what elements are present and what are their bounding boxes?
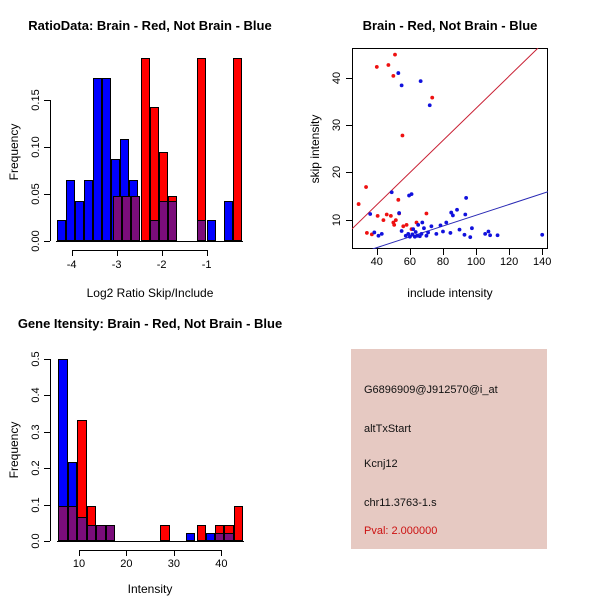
- scatter-point: [429, 224, 433, 228]
- scatter-point: [470, 226, 474, 230]
- scatter-point: [420, 221, 424, 225]
- x-tick-mark: [476, 249, 477, 255]
- histogram-bar: [75, 201, 84, 241]
- scatter-point: [401, 224, 405, 228]
- histogram-bar: [215, 533, 224, 541]
- histogram-bar: [234, 506, 243, 541]
- y-tick-label: 30: [331, 118, 343, 132]
- y-tick-label: 0.3: [30, 424, 42, 440]
- y-tick-label: 0.00: [30, 230, 42, 252]
- histogram-bar: [122, 196, 131, 241]
- scatter-point: [372, 231, 376, 235]
- scatter-point: [449, 211, 453, 215]
- y-tick-label: 0.2: [30, 460, 42, 476]
- y-axis-line: [50, 359, 51, 541]
- x-tick-label: 10: [72, 558, 86, 570]
- x-tick-mark: [72, 250, 73, 256]
- histogram-bar: [206, 533, 215, 541]
- scatter-point: [426, 231, 430, 235]
- fit-line: [352, 48, 538, 229]
- scatter-point: [382, 218, 386, 222]
- gene-histogram-x-axis-label: Intensity: [127, 582, 173, 596]
- scatter-point: [483, 232, 487, 236]
- histogram-bar: [106, 525, 115, 541]
- scatter-plot-area: [352, 48, 548, 249]
- scatter-x-axis-label: include intensity: [407, 286, 493, 300]
- y-tick-label: 0.0: [30, 533, 42, 549]
- histogram-bar: [141, 58, 150, 241]
- scatter-point: [368, 212, 372, 216]
- x-tick-label: 100: [466, 256, 486, 268]
- histogram-bar: [57, 220, 66, 241]
- x-tick-label: 60: [403, 256, 416, 268]
- scatter-point: [390, 190, 394, 194]
- histogram-bar: [197, 220, 206, 241]
- scatter-point: [401, 134, 405, 138]
- scatter-point: [365, 231, 369, 235]
- y-tick-label: 0.15: [30, 89, 42, 111]
- x-tick-mark: [207, 250, 208, 256]
- x-tick-label: 40: [215, 558, 228, 570]
- x-tick-label: 40: [370, 256, 383, 268]
- scatter-point: [392, 223, 396, 227]
- x-tick-mark: [443, 249, 444, 255]
- scatter-point: [487, 230, 491, 234]
- histogram-bar: [58, 506, 67, 541]
- location-text: chr11.3763-1.s: [364, 497, 437, 509]
- histogram-bar: [93, 78, 102, 241]
- y-tick-label: 0.5: [30, 351, 42, 367]
- histogram-bar: [113, 196, 122, 241]
- event-type-text: altTxStart: [364, 423, 412, 435]
- x-tick-mark: [126, 550, 127, 556]
- y-tick-mark: [44, 100, 50, 101]
- y-tick-mark: [44, 505, 50, 506]
- y-tick-label: 0.4: [30, 387, 42, 404]
- scatter-point: [389, 214, 393, 218]
- y-axis-line: [50, 100, 51, 241]
- scatter-y-axis-label: skip intensity: [308, 114, 322, 184]
- histogram-bar: [207, 220, 216, 241]
- histogram-bar: [159, 201, 168, 241]
- x-tick-label: -2: [156, 259, 167, 271]
- scatter-point: [396, 198, 400, 202]
- x-tick-mark: [410, 249, 411, 255]
- scatter-point: [420, 232, 424, 236]
- scatter-point: [405, 223, 409, 227]
- ratio-histogram-x-axis-label: Log2 Ratio Skip/Include: [86, 286, 214, 300]
- scatter-point: [458, 228, 462, 232]
- histogram-bar: [197, 525, 206, 541]
- scatter-point: [425, 234, 429, 238]
- x-tick-label: -4: [66, 259, 77, 271]
- gene-histogram-y-axis-label: Frequency: [7, 421, 21, 479]
- pval-text: Pval: 2.000000: [364, 525, 438, 537]
- histogram-bar: [197, 58, 206, 241]
- scatter-point: [357, 202, 361, 206]
- histogram-bar: [102, 78, 111, 241]
- x-tick-mark: [542, 249, 543, 255]
- scatter-point: [422, 226, 426, 230]
- x-tick-label: 30: [167, 558, 181, 570]
- scatter-point: [364, 185, 368, 189]
- ratio-histogram-y-axis-label: Frequency: [7, 123, 21, 181]
- info-panel: [351, 349, 547, 549]
- scatter-point: [430, 96, 434, 100]
- y-tick-label: 20: [331, 166, 343, 179]
- histogram-bar: [186, 533, 195, 541]
- histogram-bar: [233, 58, 242, 241]
- x-tick-mark: [174, 550, 175, 556]
- histogram-bar: [150, 220, 159, 241]
- scatter-point: [425, 212, 429, 216]
- scatter-point: [463, 213, 467, 217]
- gene-histogram-title: Gene Itensity: Brain - Red, Not Brain - Blue: [17, 316, 283, 331]
- scatter-point: [449, 231, 453, 235]
- histogram-bar: [131, 196, 140, 241]
- scatter-point: [416, 223, 420, 227]
- scatter-point: [540, 233, 544, 237]
- scatter-point: [377, 234, 381, 238]
- x-axis-line: [79, 550, 221, 551]
- gene-name-text: Kcnj12: [364, 458, 398, 470]
- scatter-point: [463, 233, 467, 237]
- scatter-point: [468, 235, 472, 239]
- histogram-bar: [84, 180, 93, 241]
- y-tick-label: 10: [331, 213, 343, 226]
- scatter-point: [410, 192, 414, 196]
- histogram-bar: [77, 517, 86, 541]
- y-tick-label: 40: [331, 71, 343, 84]
- scatter-point: [394, 218, 398, 222]
- histogram-bar: [168, 201, 177, 241]
- x-tick-mark: [79, 550, 80, 556]
- x-axis-line: [72, 250, 207, 251]
- scatter-point: [393, 53, 397, 57]
- scatter-point: [396, 71, 400, 75]
- x-tick-label: -1: [201, 259, 212, 271]
- histogram-bar: [96, 525, 105, 541]
- histogram-baseline: [56, 241, 243, 242]
- scatter-point: [441, 230, 445, 234]
- x-tick-label: 140: [533, 256, 552, 268]
- scatter-point: [455, 208, 459, 212]
- scatter-point: [376, 214, 380, 218]
- scatter-point: [444, 221, 448, 225]
- y-tick-mark: [44, 194, 50, 195]
- y-tick-label: 0.05: [30, 183, 42, 205]
- x-tick-label: 20: [120, 558, 133, 570]
- scatter-point: [488, 233, 492, 237]
- scatter-point: [380, 232, 384, 236]
- histogram-baseline: [57, 541, 244, 542]
- histogram-bar: [66, 180, 75, 241]
- y-tick-mark: [44, 432, 50, 433]
- x-tick-mark: [162, 250, 163, 256]
- scatter-point: [419, 79, 423, 83]
- scatter-point: [428, 103, 432, 107]
- y-tick-mark: [44, 541, 50, 542]
- scatter-point: [434, 232, 438, 236]
- probe-id-text: G6896909@J912570@i_at: [364, 384, 498, 396]
- y-tick-mark: [44, 468, 50, 469]
- scatter-point: [439, 223, 443, 227]
- scatter-title: Brain - Red, Not Brain - Blue: [362, 18, 538, 33]
- scatter-point: [375, 65, 379, 69]
- x-tick-label: 80: [436, 256, 450, 268]
- x-tick-label: -3: [111, 259, 122, 271]
- ratio-histogram-title: RatioData: Brain - Red, Not Brain - Blue: [28, 18, 272, 33]
- y-tick-mark: [44, 359, 50, 360]
- scatter-point: [391, 74, 395, 78]
- y-tick-label: 0.10: [30, 136, 42, 158]
- scatter-point: [400, 229, 404, 233]
- scatter-point: [496, 233, 500, 237]
- y-tick-label: 0.1: [30, 496, 42, 513]
- scatter-point: [400, 83, 404, 87]
- histogram-bar: [224, 533, 233, 541]
- y-tick-mark: [44, 241, 50, 242]
- histogram-bar: [87, 525, 96, 541]
- histogram-bar: [224, 201, 233, 241]
- scatter-point: [397, 211, 401, 215]
- x-tick-mark: [509, 249, 510, 255]
- histogram-bar: [68, 506, 77, 541]
- x-tick-mark: [221, 550, 222, 556]
- scatter-point: [386, 63, 390, 67]
- x-tick-mark: [117, 250, 118, 256]
- scatter-point: [385, 213, 389, 217]
- x-tick-label: 120: [499, 256, 519, 268]
- y-tick-mark: [44, 395, 50, 396]
- y-tick-mark: [44, 147, 50, 148]
- histogram-bar: [160, 525, 169, 541]
- scatter-point: [464, 196, 468, 200]
- x-tick-mark: [377, 249, 378, 255]
- scatter-point: [414, 230, 418, 234]
